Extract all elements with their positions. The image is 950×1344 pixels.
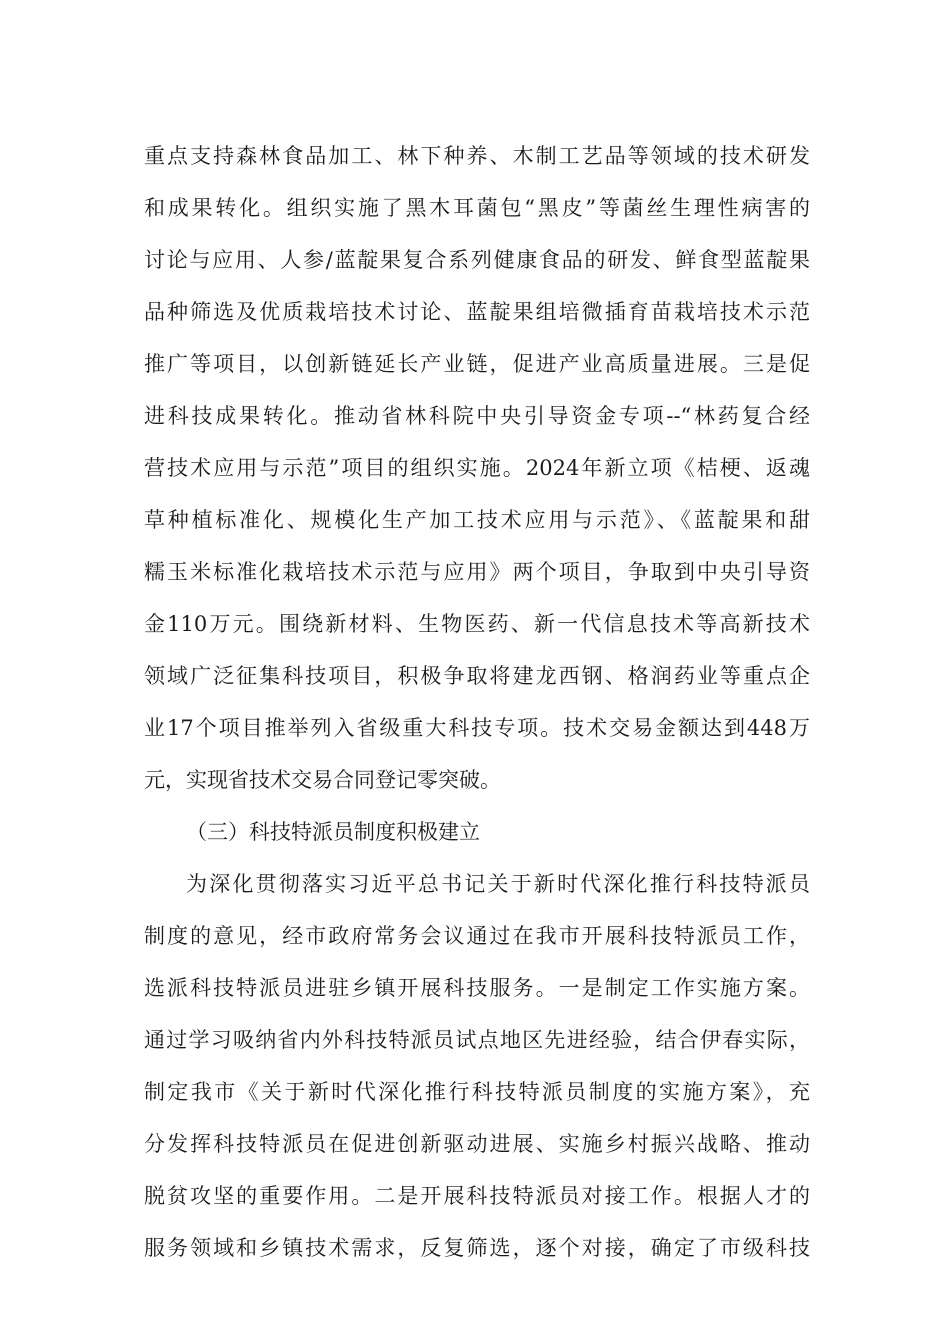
document-body xyxy=(144,130,810,1274)
text-line: 为深化贯彻落实习近平总书记关于新时代深化推行科技特派员 xyxy=(186,872,810,896)
text-line: 营技术应用与示范”项目的组织实施。2024年新立项《桔梗、返魂 xyxy=(144,456,810,480)
text-line: 制定我市《关于新时代深化推行科技特派员制度的实施方案》，充 xyxy=(144,1080,810,1104)
text-line: 制度的意见，经市政府常务会议通过在我市开展科技特派员工作， xyxy=(144,924,810,948)
text-line: 重点支持森林食品加工、林下种养、木制工艺品等领域的技术研发 xyxy=(144,144,810,168)
text-line: 分发挥科技特派员在促进创新驱动进展、实施乡村振兴战略、推动 xyxy=(144,1132,810,1156)
text-line: 和成果转化。组织实施了黑木耳菌包“黑皮”等菌丝生理性病害的 xyxy=(144,196,810,220)
text-line: 品种筛选及优质栽培技术讨论、蓝靛果组培微插育苗栽培技术示范 xyxy=(144,300,810,324)
text-line: 元，实现省技术交易合同登记零突破。 xyxy=(144,768,501,792)
text-line: 选派科技特派员进驻乡镇开展科技服务。一是制定工作实施方案。 xyxy=(144,976,810,1000)
text-line: 脱贫攻坚的重要作用。二是开展科技特派员对接工作。根据人才的 xyxy=(144,1184,810,1208)
paragraph-tech-achievements xyxy=(144,130,810,806)
text-line: 通过学习吸纳省内外科技特派员试点地区先进经验，结合伊春实际， xyxy=(144,1028,810,1052)
text-line: 糯玉米标准化栽培技术示范与应用》两个项目，争取到中央引导资 xyxy=(144,560,810,584)
paragraph-tech-commissioner xyxy=(144,858,810,1274)
text-line: 领域广泛征集科技项目，积极争取将建龙西钢、格润药业等重点企 xyxy=(144,664,810,688)
text-line: 草种植标准化、规模化生产加工技术应用与示范》、《蓝靛果和甜 xyxy=(144,508,810,532)
text-line: 服务领域和乡镇技术需求，反复筛选，逐个对接，确定了市级科技 xyxy=(144,1236,810,1260)
section-heading: （三）科技特派员制度积极建立 xyxy=(186,820,480,844)
text-line: 进科技成果转化。推动省林科院中央引导资金专项--“林药复合经 xyxy=(144,404,810,428)
text-line: 讨论与应用、人参/蓝靛果复合系列健康食品的研发、鲜食型蓝靛果 xyxy=(144,248,810,272)
text-line: 业17个项目推举列入省级重大科技专项。技术交易金额达到448万 xyxy=(144,716,810,740)
text-line: 金110万元。围绕新材料、生物医药、新一代信息技术等高新技术 xyxy=(144,612,810,636)
text-line: 推广等项目，以创新链延长产业链，促进产业高质量进展。三是促 xyxy=(144,352,810,376)
